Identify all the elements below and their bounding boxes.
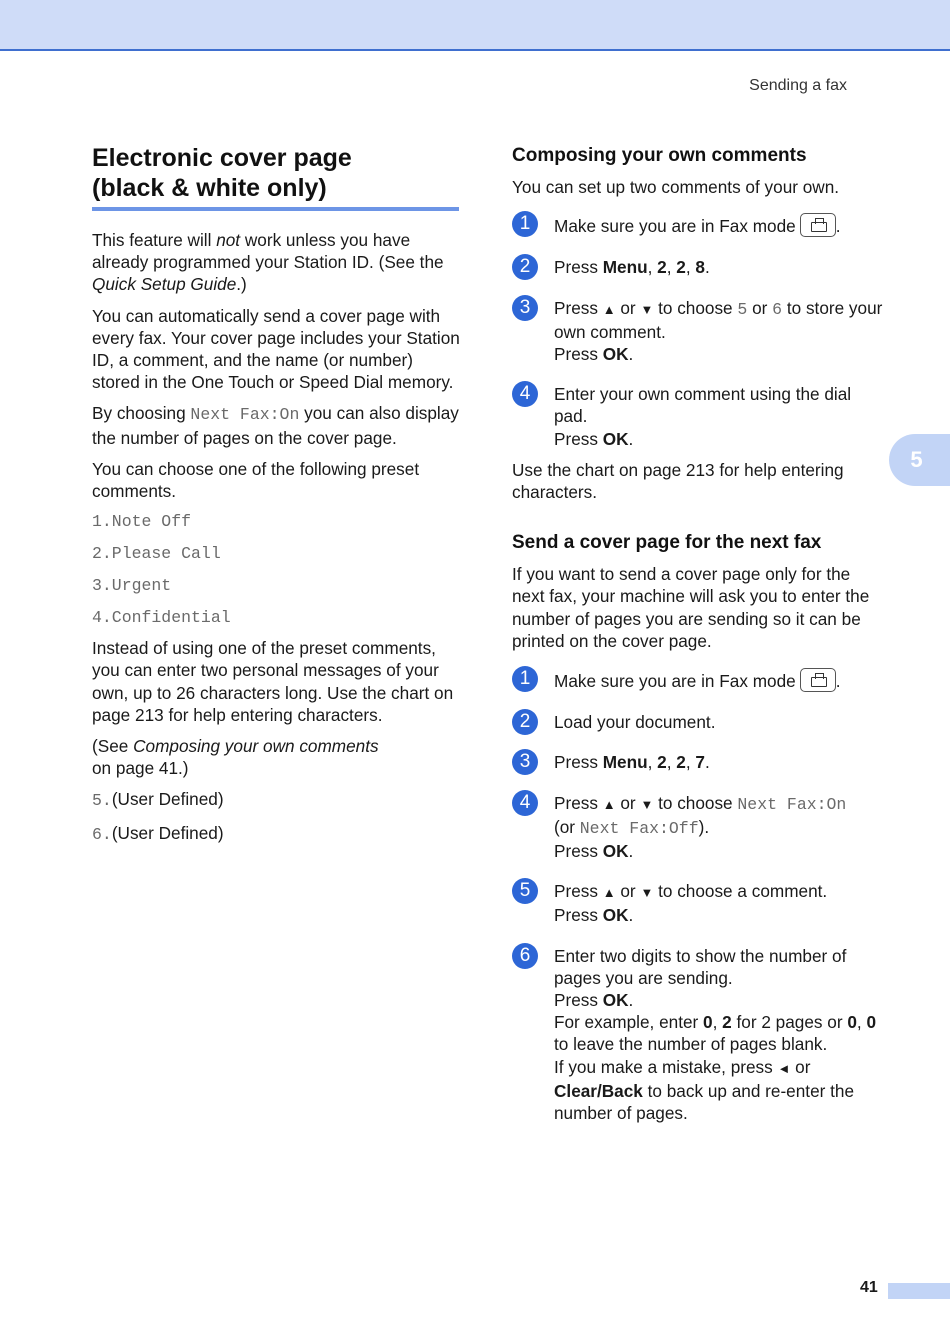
step-number-icon: 5 bbox=[512, 878, 538, 904]
text: Press bbox=[554, 297, 603, 318]
down-arrow-icon: ▼ bbox=[640, 301, 654, 317]
preset-item-2: 2.Please Call bbox=[92, 544, 221, 564]
text: , bbox=[647, 257, 658, 278]
up-arrow-icon: ▲ bbox=[602, 796, 616, 812]
send-step-6 bbox=[512, 945, 884, 1125]
step-number-icon: 4 bbox=[512, 790, 538, 816]
emphasis: not bbox=[216, 230, 241, 250]
digit-key-label: 7 bbox=[695, 752, 705, 773]
step-number-icon: 2 bbox=[512, 254, 538, 280]
step-number-icon: 4 bbox=[512, 381, 538, 407]
heading-send-cover-page: Send a cover page for the next fax bbox=[512, 532, 822, 554]
text: , bbox=[685, 752, 696, 773]
text: Press bbox=[554, 428, 603, 449]
text: Press bbox=[554, 792, 603, 813]
text: . bbox=[835, 216, 841, 237]
text: For example, enter bbox=[554, 1012, 704, 1033]
text: , bbox=[712, 1012, 723, 1033]
text: work unless you have already programmed your Station ID. (See the bbox=[92, 230, 444, 273]
left-column bbox=[92, 143, 462, 846]
preset-item-3: 3.Urgent bbox=[92, 576, 172, 596]
digit-key-label: 8 bbox=[695, 257, 705, 278]
text: (or bbox=[554, 816, 580, 837]
compose-step-3 bbox=[512, 297, 884, 366]
fax-mode-key-icon bbox=[800, 213, 836, 237]
paragraph-preset-intro: You can choose one of the following preset comments. bbox=[92, 458, 420, 502]
text: to store your own comment. bbox=[554, 297, 883, 342]
text: , bbox=[666, 752, 677, 773]
text: on page 41.) bbox=[92, 758, 189, 779]
step-number-icon: 1 bbox=[512, 211, 538, 237]
lcd-text: 5 bbox=[737, 299, 748, 319]
user-defined-6 bbox=[92, 822, 462, 846]
text: By choosing bbox=[92, 403, 191, 424]
footer-band bbox=[888, 1283, 950, 1299]
send-step-3 bbox=[512, 751, 884, 773]
cross-reference: Composing your own comments bbox=[133, 736, 379, 757]
ok-key-label: OK bbox=[602, 905, 629, 926]
send-step-2 bbox=[512, 711, 884, 733]
text: Press bbox=[554, 257, 603, 278]
menu-key-label: Menu bbox=[602, 257, 648, 278]
text: , bbox=[647, 752, 658, 773]
text: If you make a mistake, press bbox=[554, 1056, 778, 1077]
paragraph-see-also bbox=[92, 735, 462, 779]
down-arrow-icon: ▼ bbox=[640, 885, 654, 901]
digit-key-label: 2 bbox=[676, 752, 686, 773]
text: to choose a comment. bbox=[653, 881, 828, 902]
ok-key-label: OK bbox=[602, 428, 629, 449]
text: Press bbox=[554, 881, 603, 902]
right-column bbox=[512, 143, 884, 1124]
text: . bbox=[704, 257, 710, 278]
text: . bbox=[628, 905, 634, 926]
lcd-text: Next Fax:On bbox=[190, 405, 300, 425]
send-step-4 bbox=[512, 792, 884, 863]
left-arrow-icon: ◄ bbox=[777, 1060, 791, 1076]
text: to leave the number of pages blank. bbox=[554, 1034, 828, 1055]
up-arrow-icon: ▲ bbox=[602, 885, 616, 901]
up-arrow-icon: ▲ bbox=[602, 301, 616, 317]
digit-key-label: 0 bbox=[866, 1012, 877, 1033]
text: (User Defined) bbox=[111, 822, 224, 843]
lcd-text: Next Fax:Off bbox=[579, 818, 699, 838]
digit-key-label: 2 bbox=[676, 257, 686, 278]
fax-mode-key-icon bbox=[800, 668, 836, 692]
step-number-icon: 1 bbox=[512, 666, 538, 692]
text: Make sure you are in Fax mode bbox=[554, 216, 796, 237]
text: . bbox=[628, 990, 634, 1011]
step-number-icon: 3 bbox=[512, 295, 538, 321]
ok-key-label: OK bbox=[602, 344, 629, 365]
text: , bbox=[666, 257, 677, 278]
text: for 2 pages or bbox=[731, 1012, 848, 1033]
text: . bbox=[704, 752, 710, 773]
digit-key-label: 0 bbox=[847, 1012, 857, 1033]
text: or bbox=[615, 297, 641, 318]
text: .) bbox=[236, 274, 247, 295]
lcd-text: 6. bbox=[92, 824, 112, 844]
preset-item-1: 1.Note Off bbox=[92, 512, 192, 532]
chapter-tab bbox=[889, 434, 950, 486]
header-band bbox=[0, 0, 950, 49]
ok-key-label: OK bbox=[602, 990, 629, 1011]
text: to back up and re-enter the number of pages. bbox=[554, 1080, 855, 1124]
step-number-icon: 2 bbox=[512, 709, 538, 735]
guide-reference: Quick Setup Guide bbox=[92, 274, 237, 295]
section-title bbox=[92, 143, 459, 211]
down-arrow-icon: ▼ bbox=[640, 796, 654, 812]
running-head: Sending a fax bbox=[749, 77, 847, 94]
user-defined-5 bbox=[92, 788, 462, 812]
text: . bbox=[628, 428, 634, 449]
lcd-text: Next Fax:On bbox=[737, 794, 847, 814]
text: or bbox=[790, 1056, 811, 1077]
text: Press bbox=[554, 990, 603, 1011]
text: you can also display the number of pages on the cover page. bbox=[92, 403, 459, 448]
text: Press bbox=[554, 905, 603, 926]
text: Press bbox=[554, 841, 603, 862]
title-line-1: Electronic cover page bbox=[92, 144, 352, 172]
text: (See bbox=[92, 736, 134, 757]
text: ). bbox=[698, 816, 710, 837]
step-number-icon: 3 bbox=[512, 749, 538, 775]
page-number: 41 bbox=[860, 1279, 878, 1296]
text: (User Defined) bbox=[111, 789, 224, 810]
compose-step-1 bbox=[512, 213, 884, 237]
text: to choose bbox=[653, 792, 738, 813]
title-line-2: (black & white only) bbox=[92, 174, 327, 202]
text: Load your document. bbox=[554, 712, 716, 733]
paragraph-station-id bbox=[92, 229, 462, 296]
text: or bbox=[615, 881, 641, 902]
text: to choose bbox=[653, 297, 738, 318]
clear-back-key-label: Clear/Back bbox=[554, 1080, 643, 1101]
ok-key-label: OK bbox=[602, 841, 629, 862]
digit-key-label: 2 bbox=[657, 257, 667, 278]
step-number-icon: 6 bbox=[512, 943, 538, 969]
paragraph-cover-page: You can automatically send a cover page with every fax. Your cover page includes your Station ID, a comment, and the name (or number) stored in the One Touch or Speed Dial memory. bbox=[92, 305, 460, 393]
paragraph-personal-messages: Instead of using one of the preset comments, you can enter two personal messages of your own, up to 26 characters long. Use the chart on page 213 for help entering characters. bbox=[92, 638, 454, 725]
send-intro: If you want to send a cover page only for the next fax, your machine will ask you to enter the number of pages you are sending so it can be printed on the cover page. bbox=[512, 564, 870, 651]
heading-composing-comments: Composing your own comments bbox=[512, 145, 807, 166]
lcd-text: 5. bbox=[92, 791, 112, 811]
digit-key-label: 2 bbox=[657, 752, 667, 773]
compose-step-2 bbox=[512, 256, 884, 278]
text: or bbox=[615, 792, 641, 813]
text: or bbox=[747, 297, 773, 318]
text: Make sure you are in Fax mode bbox=[554, 671, 796, 692]
text: , bbox=[856, 1012, 867, 1033]
compose-intro: You can set up two comments of your own. bbox=[512, 177, 840, 197]
text: Press bbox=[554, 752, 603, 773]
text: Enter your own comment using the dial pad. bbox=[554, 384, 852, 427]
send-step-5 bbox=[512, 880, 884, 926]
header-rule bbox=[0, 49, 950, 51]
text: . bbox=[835, 671, 841, 692]
preset-item-4: 4.Confidential bbox=[92, 608, 231, 628]
paragraph-next-fax bbox=[92, 402, 462, 448]
digit-key-label: 2 bbox=[722, 1012, 732, 1033]
digit-key-label: 0 bbox=[703, 1012, 713, 1033]
compose-outro: Use the chart on page 213 for help entering characters. bbox=[512, 459, 844, 503]
text: . bbox=[628, 841, 634, 862]
send-step-1 bbox=[512, 668, 884, 692]
text: Enter two digits to show the number of pages you are sending. bbox=[554, 945, 847, 988]
menu-key-label: Menu bbox=[602, 752, 648, 773]
chapter-number: 5 bbox=[910, 447, 923, 472]
text: Press bbox=[554, 344, 603, 365]
text: , bbox=[685, 257, 696, 278]
lcd-text: 6 bbox=[772, 299, 783, 319]
text: This feature will bbox=[92, 230, 217, 250]
text: . bbox=[628, 344, 634, 365]
compose-step-4 bbox=[512, 383, 884, 450]
